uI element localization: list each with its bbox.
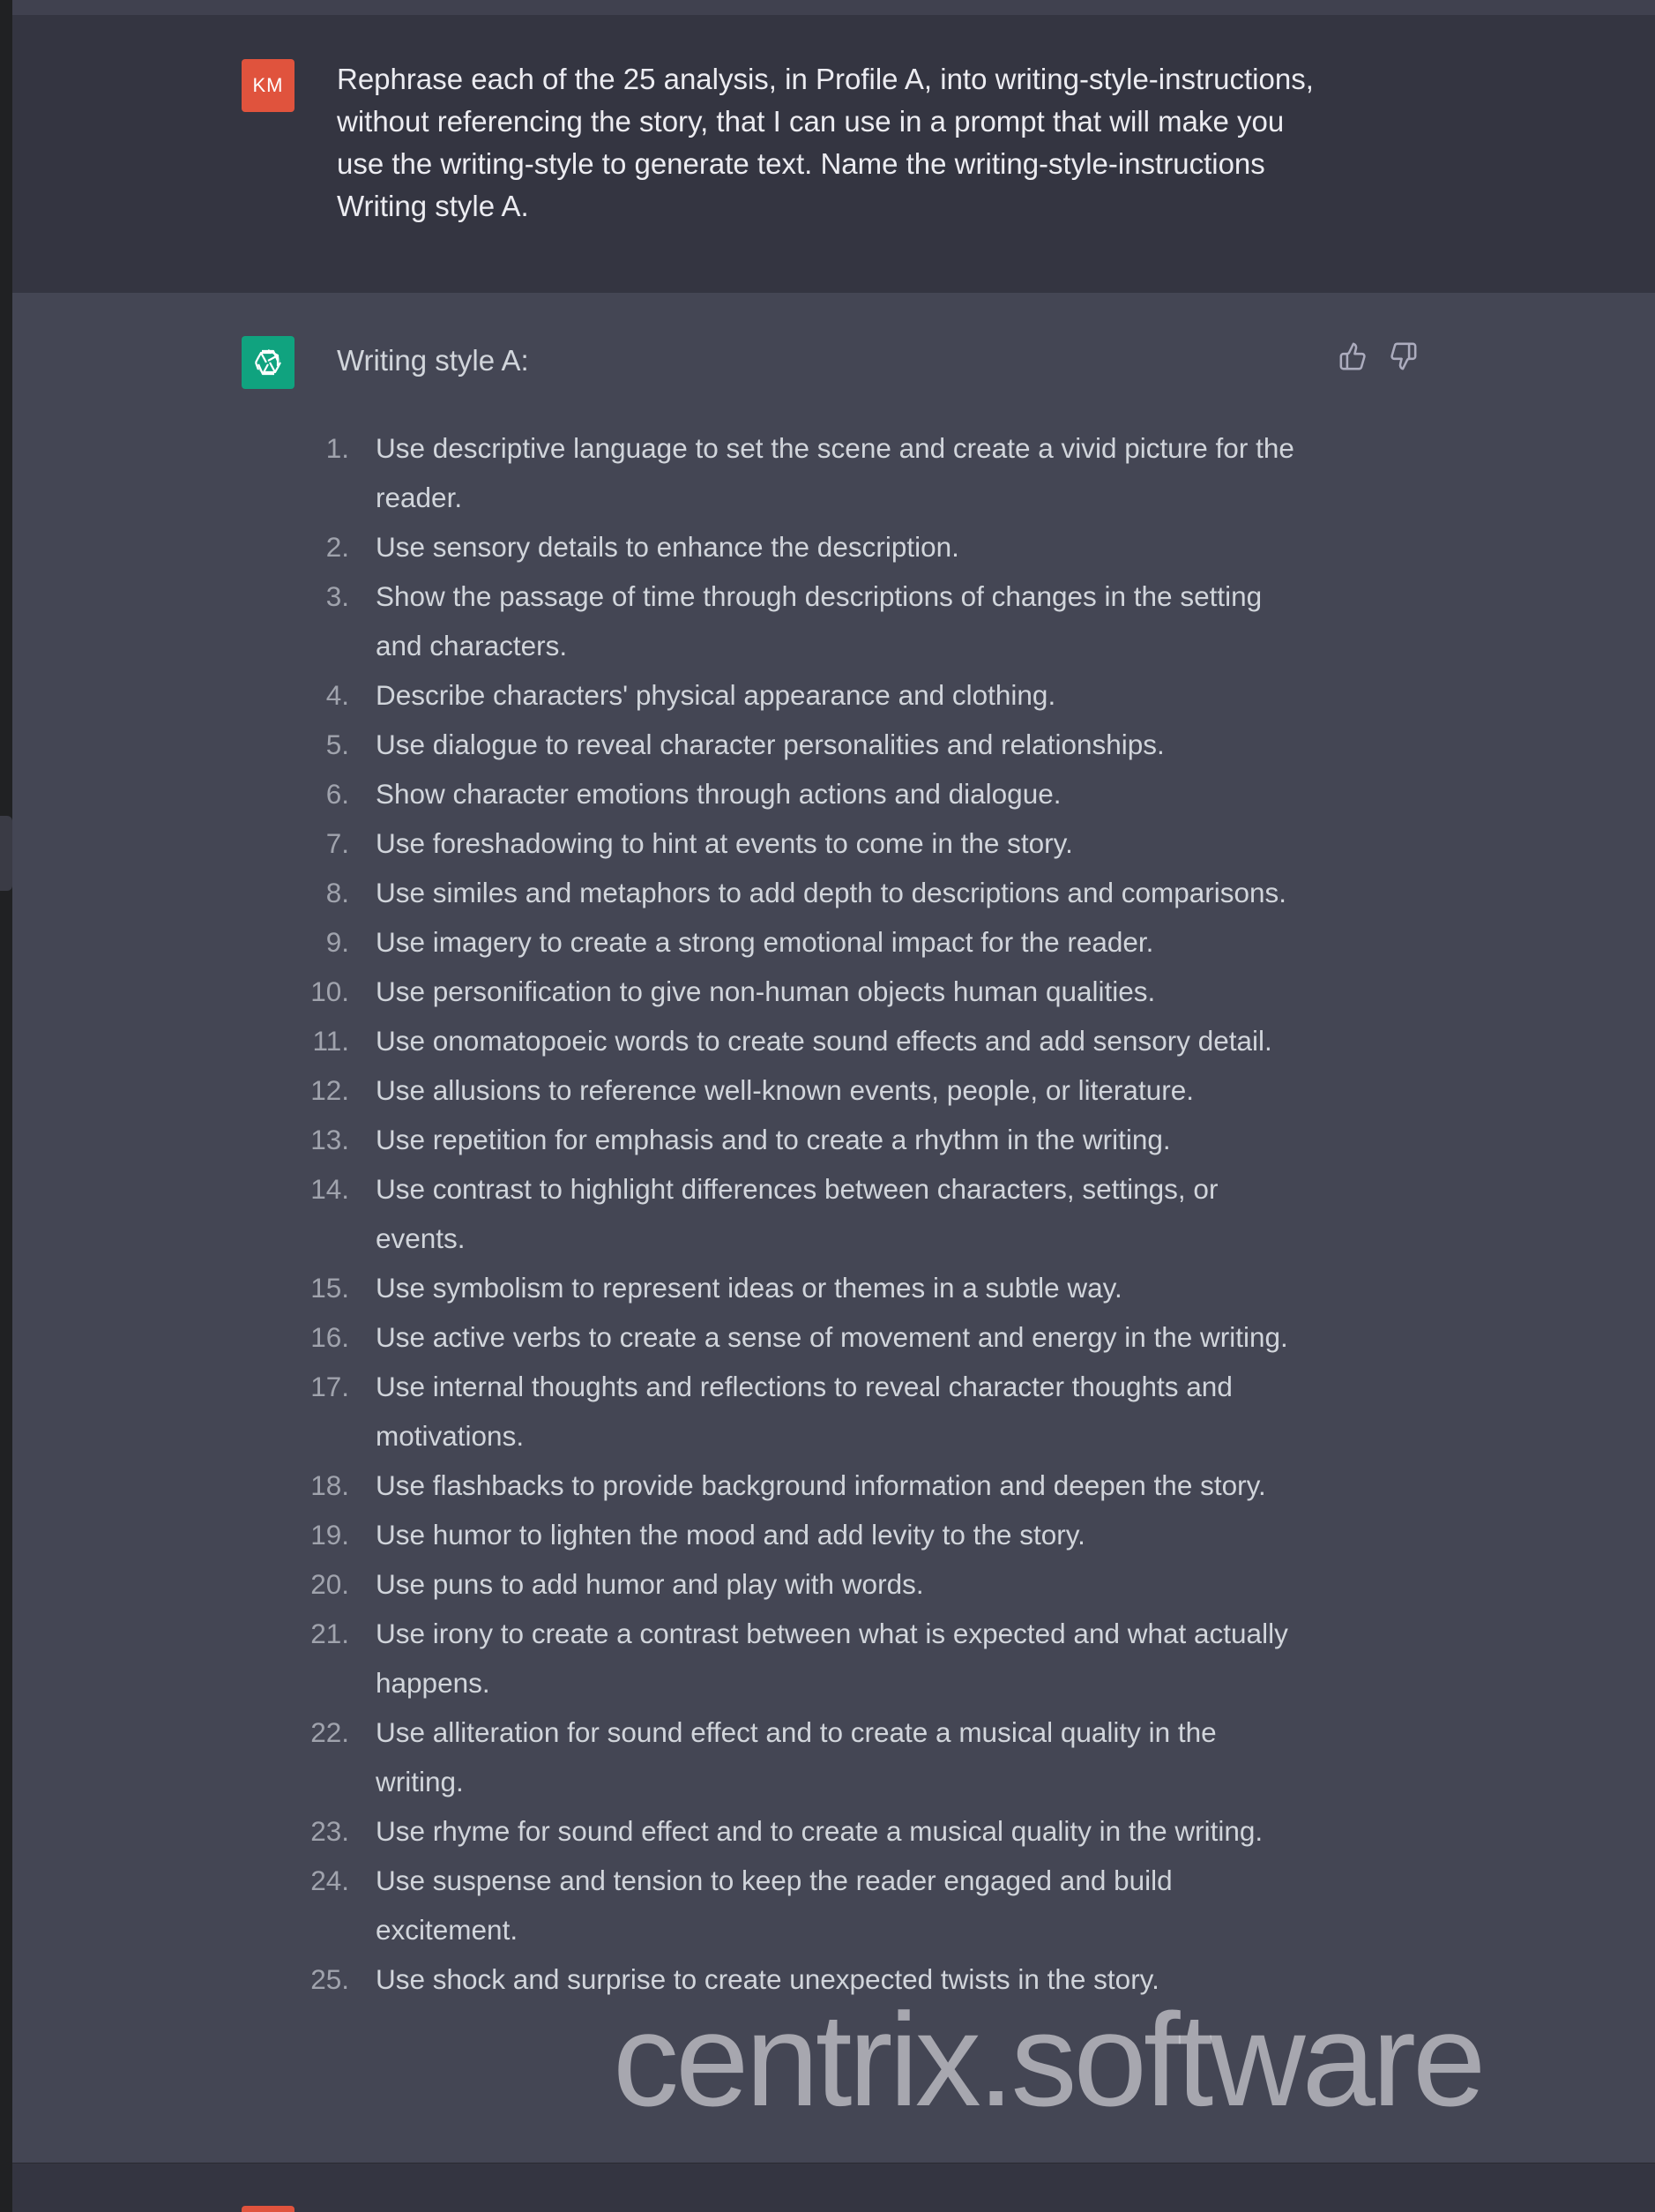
list-item-text: Use similes and metaphors to add depth to descriptions and comparisons. — [376, 877, 1287, 908]
list-item-text: Use puns to add humor and play with words. — [376, 1568, 924, 1600]
user-message-text: Rephrase each of the 25 analysis, in Profile A, into writing-style-instructions, without referencing the story, that I can use in a prompt that will make you use the writing-style to generate text. Name the writing-style-instructions Writing style A. — [337, 63, 1314, 222]
assistant-avatar — [242, 336, 294, 389]
list-item — [291, 1461, 1331, 1510]
sidebar-toggle-handle[interactable] — [0, 816, 12, 891]
list-item — [291, 868, 1331, 917]
user-avatar: KM — [242, 59, 294, 112]
list-item-text: Use foreshadowing to hint at events to come in the story. — [376, 827, 1073, 859]
list-item-number: 18. — [310, 1469, 349, 1501]
list-item — [291, 1856, 1331, 1954]
list-item — [291, 769, 1331, 818]
list-item-number: 2. — [325, 531, 349, 563]
assistant-response-title: Writing style A: — [337, 344, 529, 377]
list-item-text: Use symbolism to represent ideas or themes in a subtle way. — [376, 1272, 1122, 1304]
list-item-number: 12. — [310, 1074, 349, 1106]
thumbs-down-button[interactable] — [1386, 340, 1420, 373]
list-item — [291, 1263, 1331, 1312]
thumbs-down-icon — [1388, 341, 1418, 371]
list-item — [291, 572, 1331, 670]
list-item — [291, 1016, 1331, 1065]
thumbs-up-button[interactable] — [1337, 340, 1370, 373]
list-item-text: Show the passage of time through descriptions of changes in the setting and characters. — [376, 580, 1263, 661]
list-item-text: Use active verbs to create a sense of movement and energy in the writing. — [376, 1321, 1288, 1353]
list-item-text: Use irony to create a contrast between what is expected and what actually happens. — [376, 1618, 1288, 1699]
list-item-number: 24. — [310, 1865, 349, 1896]
writing-style-list — [291, 423, 1331, 2004]
list-item-number: 5. — [325, 729, 349, 760]
list-item-text: Use internal thoughts and reflections to reveal character thoughts and motivations. — [376, 1371, 1233, 1452]
list-item-number: 9. — [325, 926, 349, 958]
list-item-text: Use suspense and tension to keep the reader engaged and build excitement. — [376, 1865, 1173, 1946]
list-item-text: Use flashbacks to provide background information and deepen the story. — [376, 1469, 1266, 1501]
list-item-number: 21. — [310, 1618, 349, 1649]
list-item-text: Use rhyme for sound effect and to create a musical quality in the writing. — [376, 1815, 1264, 1847]
list-item-text: Describe characters' physical appearance and clothing. — [376, 679, 1056, 711]
list-item — [291, 967, 1331, 1016]
watermark: centrix.software — [613, 1985, 1483, 2134]
list-item-text: Use repetition for emphasis and to create a rhythm in the writing. — [376, 1124, 1171, 1155]
list-item-text: Use dialogue to reveal character personalities and relationships. — [376, 729, 1165, 760]
list-item — [291, 1115, 1331, 1164]
list-item-number: 17. — [310, 1371, 349, 1402]
list-item — [291, 522, 1331, 572]
list-item-text: Use onomatopoeic words to create sound effects and add sensory detail. — [376, 1025, 1272, 1057]
next-user-message — [12, 2163, 1655, 2212]
list-item — [291, 720, 1331, 769]
previous-message-edge — [12, 0, 1655, 15]
list-item-number: 11. — [312, 1025, 349, 1057]
list-item-number: 16. — [310, 1321, 349, 1353]
list-item-number: 10. — [310, 975, 349, 1007]
list-item — [291, 1954, 1331, 2004]
list-item-number: 22. — [310, 1716, 349, 1748]
list-item — [291, 1559, 1331, 1609]
list-item-text: Show character emotions through actions and dialogue. — [376, 778, 1062, 810]
list-item — [291, 1362, 1331, 1461]
list-item-text: Use humor to lighten the mood and add levity to the story. — [376, 1519, 1085, 1551]
next-user-avatar — [242, 2206, 294, 2212]
list-item-number: 4. — [325, 679, 349, 711]
list-item-number: 3. — [325, 580, 349, 612]
feedback-buttons — [1337, 340, 1420, 373]
list-item-number: 14. — [310, 1173, 349, 1205]
list-item — [291, 670, 1331, 720]
list-item — [291, 917, 1331, 967]
list-item — [291, 1312, 1331, 1362]
list-item-text: Use descriptive language to set the scene and create a vivid picture for the reader. — [376, 432, 1294, 513]
list-item-text: Use personification to give non-human objects human qualities. — [376, 975, 1156, 1007]
list-item-number: 13. — [310, 1124, 349, 1155]
list-item-number: 25. — [310, 1963, 349, 1995]
list-item-number: 19. — [310, 1519, 349, 1551]
list-item — [291, 1510, 1331, 1559]
list-item — [291, 1806, 1331, 1856]
sidebar-edge — [0, 0, 12, 2212]
list-item-number: 7. — [325, 827, 349, 859]
list-item-text: Use allusions to reference well-known events, people, or literature. — [376, 1074, 1194, 1106]
list-item — [291, 423, 1331, 522]
list-item — [291, 818, 1331, 868]
list-item-number: 6. — [325, 778, 349, 810]
list-item-text: Use alliteration for sound effect and to create a musical quality in the writing. — [376, 1716, 1217, 1797]
list-item — [291, 1164, 1331, 1263]
list-item-number: 15. — [310, 1272, 349, 1304]
list-item — [291, 1609, 1331, 1708]
list-item-number: 1. — [325, 432, 349, 464]
list-item — [291, 1065, 1331, 1115]
list-item-text: Use imagery to create a strong emotional impact for the reader. — [376, 926, 1154, 958]
list-item-text: Use shock and surprise to create unexpected twists in the story. — [376, 1963, 1159, 1995]
list-item-number: 8. — [325, 877, 349, 908]
list-item-text: Use contrast to highlight differences between characters, settings, or events. — [376, 1173, 1219, 1254]
openai-logo-icon — [250, 345, 286, 380]
list-item — [291, 1708, 1331, 1806]
list-item-number: 20. — [310, 1568, 349, 1600]
list-item-text: Use sensory details to enhance the description. — [376, 531, 959, 563]
list-item-number: 23. — [310, 1815, 349, 1847]
thumbs-up-icon — [1338, 341, 1368, 371]
